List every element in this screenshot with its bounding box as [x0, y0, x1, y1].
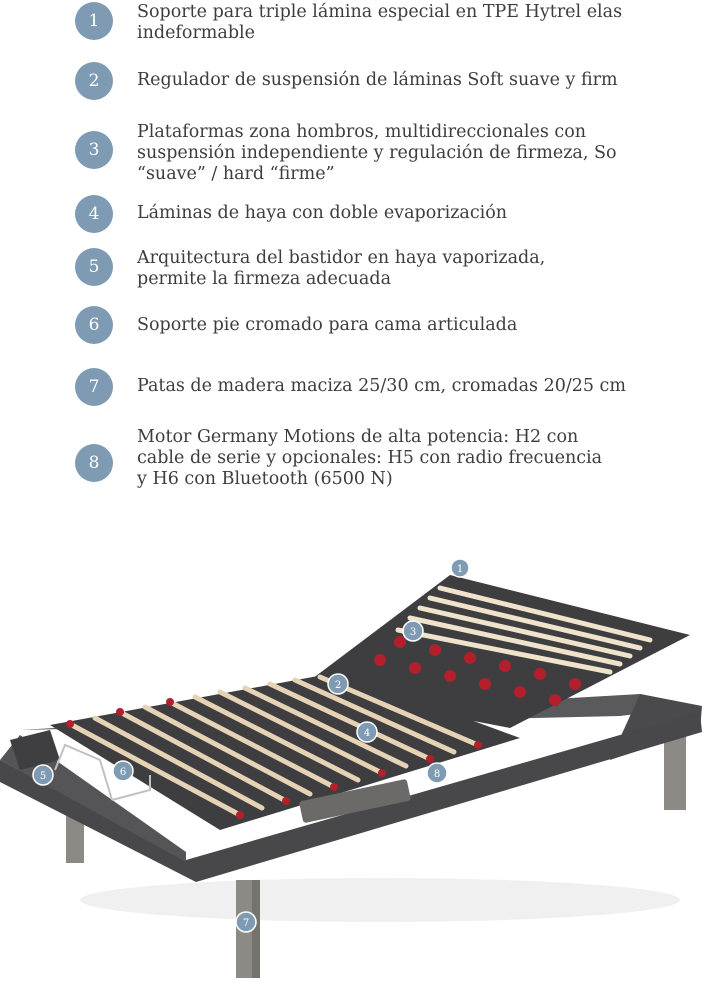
image-marker-5	[33, 765, 53, 785]
feature-number-badge: 3	[75, 131, 113, 169]
feature-text: Patas de madera maciza 25/30 cm, cromadas 20/25 cm	[137, 376, 626, 396]
svg-text:8: 8	[433, 769, 441, 780]
articulated-bed-base-image	[0, 540, 705, 993]
floor-shadow	[80, 878, 680, 922]
feature-number-badge: 6	[75, 306, 113, 344]
leg-back-right	[664, 735, 686, 810]
svg-text:5: 5	[39, 771, 47, 782]
image-marker-3	[403, 621, 423, 641]
svg-text:6: 6	[119, 767, 127, 778]
feature-number-badge: 2	[75, 62, 113, 100]
feature-text: Motor Germany Motions de alta potencia: H2 con cable de serie y opcionales: H5 con radio frecuencia y H6 con Bluetooth (6500 N)	[137, 427, 603, 489]
image-marker-8	[427, 763, 447, 783]
svg-text:7: 7	[242, 918, 250, 929]
feature-text: Soporte para triple lámina especial en TPE Hytrel elas indeformable	[137, 2, 623, 43]
feature-text: Arquitectura del bastidor en haya vaporizada, permite la firmeza adecuada	[137, 248, 546, 289]
svg-text:2: 2	[334, 680, 342, 691]
svg-text:3: 3	[409, 627, 417, 638]
svg-text:4: 4	[363, 728, 371, 739]
image-marker-1	[451, 559, 469, 577]
feature-number-badge: 5	[75, 248, 113, 286]
image-marker-6	[113, 761, 133, 781]
feature-number-badge: 1	[75, 2, 113, 40]
feature-text: Plataformas zona hombros, multidireccionales con suspensión independiente y regulación de firmeza, So “suave” / hard “firme”	[137, 122, 617, 184]
image-marker-2	[328, 674, 348, 694]
feature-number-badge: 4	[75, 195, 113, 233]
feature-text: Láminas de haya con doble evaporización	[137, 203, 508, 223]
feature-number-badge: 7	[75, 368, 113, 406]
feature-text: Regulador de suspensión de láminas Soft suave y firm	[137, 70, 618, 90]
image-marker-4	[357, 722, 377, 742]
svg-text:1: 1	[456, 564, 464, 575]
feature-number-badge: 8	[75, 444, 113, 482]
feature-text: Soporte pie cromado para cama articulada	[137, 315, 518, 335]
image-marker-7	[236, 912, 256, 932]
